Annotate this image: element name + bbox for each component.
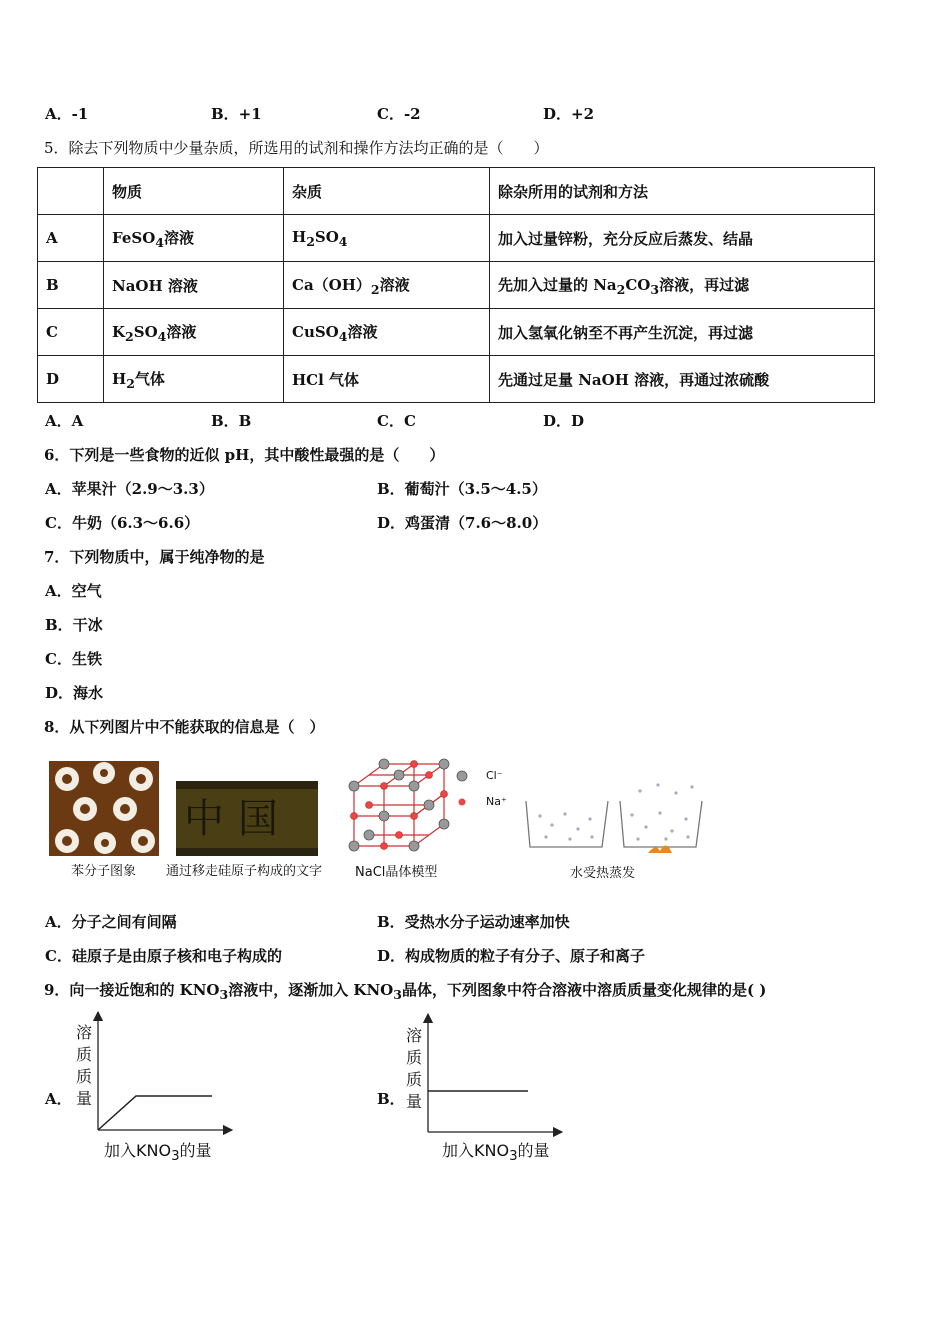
table-row: [38, 262, 875, 309]
q5-table: [37, 167, 875, 403]
q5-stem: 5．除去下列物质中少量杂质，所选用的试剂和操作方法均正确的是（ ）: [44, 139, 549, 157]
row-label: D: [38, 356, 104, 403]
caption-nacl: NaCl晶体模型: [355, 865, 438, 880]
row-label: B: [38, 262, 104, 309]
substance-cell: $K_2SO_4$溶液: [104, 309, 284, 356]
legend-cl: Cl⁻: [486, 769, 503, 782]
row-label: C: [38, 309, 104, 356]
nacl-model-image: [344, 756, 474, 860]
table-row: [38, 215, 875, 262]
impurity-cell: CuSO$_4$溶液: [284, 309, 490, 356]
caption-benzene: 苯分子图象: [71, 864, 137, 879]
graph-a-xlabel: 加入$KNO_3$的量: [104, 1141, 212, 1165]
method-cell: 加入过量锌粉，充分反应后蒸发、结晶: [490, 215, 875, 262]
q6-stem: 6．下列是一些食物的近似 pH，其中酸性最强的是（ ）: [44, 446, 445, 464]
q6-option-d[interactable]: D．鸡蛋清（7.6～8.0）: [377, 514, 548, 532]
q5-option-b[interactable]: B．B: [211, 412, 252, 430]
q8-option-d[interactable]: D．构成物质的粒子有分子、原子和离子: [377, 947, 646, 965]
caption-water: 水受热蒸发: [570, 866, 636, 881]
q5-option-a[interactable]: A．A: [45, 412, 84, 430]
table-header-cell: 物质: [104, 168, 284, 215]
legend-na: Na⁺: [486, 795, 507, 808]
q6-option-b[interactable]: B．葡萄汁（3.5～4.5）: [377, 480, 547, 498]
graph-a-ylabel: 溶 质 质 量: [76, 1023, 93, 1108]
q8-stem: 8．从下列图片中不能获取的信息是（ ）: [44, 718, 325, 736]
q8-option-a[interactable]: A．分子之间有间隔: [45, 913, 177, 931]
substance-cell: FeSO$_4$溶液: [104, 215, 284, 262]
substance-cell: $H_2$气体: [104, 356, 284, 403]
q7-stem: 7．下列物质中，属于纯净物的是: [44, 548, 265, 566]
q4-option-a[interactable]: A．-1: [45, 105, 89, 123]
table-header-cell: [38, 168, 104, 215]
method-cell: 加入氢氧化钠至不再产生沉淀，再过滤: [490, 309, 875, 356]
silicon-text: 中国: [184, 796, 292, 842]
method-cell: 先加入过量的 $Na_2CO_3$溶液，再过滤: [490, 262, 875, 309]
table-row: [38, 356, 875, 403]
q4-option-b[interactable]: B．+1: [211, 105, 262, 123]
impurity-cell: $Ca(OH)_2$溶液: [284, 262, 490, 309]
table-header-cell: 杂质: [284, 168, 490, 215]
cl-legend-icon: [457, 771, 467, 781]
q9-option-b[interactable]: B．: [377, 1090, 405, 1108]
method-cell: 先通过足量 NaOH 溶液，再通过浓硫酸: [490, 356, 875, 403]
q4-option-c[interactable]: C．-2: [377, 105, 421, 123]
benzene-image: [49, 761, 159, 856]
q5-option-d[interactable]: D．D: [543, 412, 585, 430]
q9-stem: 9．向一接近饱和的 $KNO_3$溶液中，逐渐加入 $KNO_3$晶体，下列图象中符合溶液中溶质质量变化规律的是( ): [44, 981, 767, 1002]
table-header-cell: 除杂所用的试剂和方法: [490, 168, 875, 215]
q5-option-c[interactable]: C．C: [377, 412, 416, 430]
q8-option-c[interactable]: C．硅原子是由原子核和电子构成的: [45, 947, 282, 965]
q6-option-a[interactable]: A．苹果汁（2.9～3.3）: [45, 480, 214, 498]
row-label: A: [38, 215, 104, 262]
graph-b-xlabel: 加入$KNO_3$的量: [442, 1141, 550, 1165]
substance-cell: NaOH 溶液: [104, 262, 284, 309]
q6-option-c[interactable]: C．牛奶（6.3～6.6）: [45, 514, 200, 532]
q7-option-b[interactable]: B．干冰: [45, 616, 103, 634]
na-legend-icon: [459, 799, 466, 806]
q4-option-d[interactable]: D．+2: [543, 105, 595, 123]
q7-option-a[interactable]: A．空气: [45, 582, 102, 600]
q7-option-c[interactable]: C．生铁: [45, 650, 102, 668]
q9-option-a[interactable]: A．: [45, 1090, 72, 1108]
graph-a-line: [98, 1096, 212, 1130]
graph-b: [420, 1012, 565, 1138]
silicon-writing-image: [176, 781, 318, 856]
q7-option-d[interactable]: D．海水: [45, 684, 104, 702]
graph-b-ylabel: 溶 质 质 量: [406, 1026, 423, 1111]
graph-a: [90, 1010, 235, 1136]
caption-silicon: 通过移走硅原子构成的文字: [166, 864, 323, 879]
impurity-cell: HCl 气体: [284, 356, 490, 403]
table-row: [38, 309, 875, 356]
impurity-cell: $H_2SO_4$: [284, 215, 490, 262]
water-evaporation-image: [520, 781, 710, 861]
table-header-row: [38, 168, 875, 215]
q8-option-b[interactable]: B．受热水分子运动速率加快: [377, 913, 570, 931]
